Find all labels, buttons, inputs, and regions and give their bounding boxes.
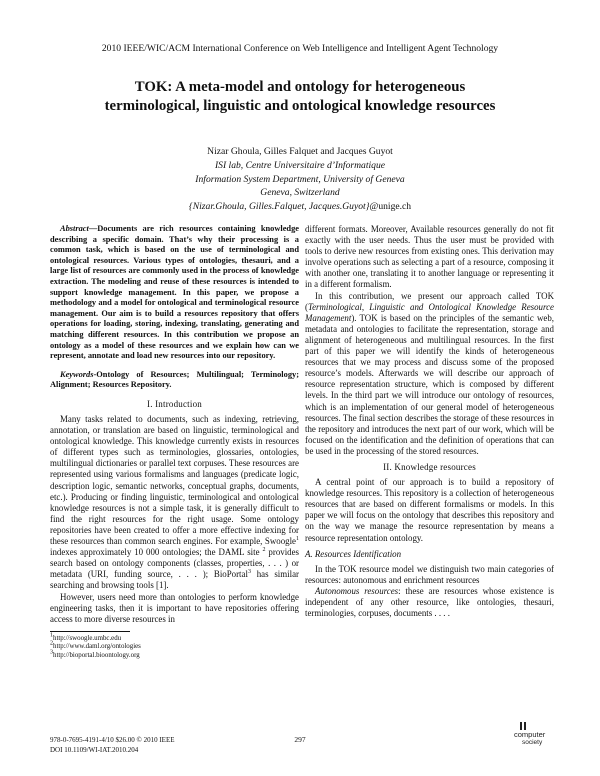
autonomous-resources-term: Autonomous resources [315, 585, 399, 596]
footnote-ref-1: 1 [296, 536, 299, 543]
footnote-1 [50, 632, 299, 644]
footnote-2-number: 2 [50, 640, 53, 647]
emails-domain: @unige.ch [369, 201, 412, 213]
footnote-divider [50, 631, 130, 632]
computer-society-logo [500, 720, 552, 746]
footnote-ref-2: 2 [262, 547, 266, 554]
footer-doi: DOI 10.1109/WI-IAT.2010.204 [50, 746, 139, 754]
logo-text-computer: computer [514, 730, 546, 739]
paper-title [40, 78, 560, 116]
footnote-3-number: 3 [50, 649, 53, 656]
right-paragraph-5 [305, 586, 554, 619]
intro-p1-part-d: has similar searching and browsing tools [1]. [50, 569, 300, 591]
author-names: Nizar Ghoula, Gilles Falquet and Jacques Guyot [207, 146, 393, 157]
author-emails [150, 200, 450, 214]
subsection-heading-resources-identification: A. Resources Identification [305, 548, 402, 559]
conference-header: 2010 IEEE/WIC/ACM International Conference on Web Intelligence and Intelligent Agent Technology [101, 43, 499, 54]
author-department: Information System Department, University of Geneva [195, 173, 405, 185]
right-p5-text: : these are resources whose existence is independent of any other resource, like ontologies, thesauri, terminologies, corpuses, documents . . . . [305, 585, 554, 619]
footnote-2 [50, 640, 299, 652]
right-paragraph-2 [305, 291, 554, 457]
intro-p1-part-a: Many tasks related to documents, such as indexing, retrieving, annotation, or translation are based on linguistic, terminological and ontological knowledge. This knowledge currently exists in resources of different types such as terminologies, glossaries, ontologies, multilingual dictionaries or parallel text corpuses. These resources are represented using various formalisms and languages (predicate logic, description logic, semantic networks, conceptual graphs, documents, etc.). Producing or finding linguistic, terminological and ontological knowledge resources is not a simple task, it is generally difficult to find the right resources for the right usage. Some ontology repositories have been created to offer a more effective indexing for these resources than common search engines. For example, Swoogle [50, 414, 299, 547]
left-column [50, 224, 299, 660]
footnote-3-url[interactable]: http://bioportal.bioontology.org [53, 651, 140, 659]
title-line-1: TOK: A meta-model and ontology for heterogeneous [134, 79, 466, 95]
intro-paragraph-2: However, users need more than ontologies to perform knowledge engineering tasks, then it is important to have repositories offering access to more diverse resources in [50, 591, 299, 624]
intro-paragraph-1 [50, 414, 299, 592]
footnote-3 [50, 649, 299, 661]
footnote-1-number: 1 [50, 632, 53, 639]
footer-isbn: 978-0-7695-4191-4/10 $26.00 © 2010 IEEE [50, 736, 175, 744]
footnote-1-url[interactable]: http://swoogle.umbc.edu [53, 634, 122, 642]
abstract [50, 224, 299, 362]
logo-text-society: society [522, 739, 543, 746]
emails-names: {Nizar.Ghoula, Gilles.Falquet, Jacques.Guyot} [188, 201, 370, 213]
title-line-2: terminological, linguistic and ontological knowledge resources [104, 98, 496, 114]
right-paragraph-4: In the TOK resource model we distinguish two main categories of resources: autonomous and enrichment resources [305, 563, 554, 585]
author-lab: ISI lab, Centre Universitaire d’Informatique [214, 159, 386, 171]
keywords-text: -Ontology of Resources; Multilingual; Terminology; Alignment; Resources Repository. [50, 369, 299, 390]
footnote-ref-3: 3 [247, 569, 251, 576]
tok-expansion: Terminological, Linguistic and Ontological Knowledge Resource Management [305, 301, 554, 323]
keywords-label: Keywords [60, 369, 94, 379]
section-heading-introduction: I. Introduction [147, 398, 202, 409]
right-column [305, 224, 554, 619]
intro-p1-part-c: provides search based on ontology components (classes, properties, . . . ) or metadata (URI, funding source, . . . ); BioPortal [50, 547, 299, 580]
abstract-text: —Documents are rich resources containing knowledge describing a specific domain. That’s why their processing is a common task, which is based on the use of terminological and ontological resources. Various types of ontologies, thesauri, and a large list of resources are commonly used in the process of knowledge extraction. The modeling and reuse of these resources is intended to support knowledge management. In this paper, we propose a methodology and a model for ontological and terminological resource management. Our aim is to build a resources repository that offers operations for loading, storing, indexing, translating, generating and matching different resources. In this contribution we propose an ontology as a model of these resources and we explain how can we represent, annotate and load new resources into our repository. [50, 224, 299, 361]
right-p2-part-b: ). TOK is based on the principles of the semantic web, metadata and ontologies to facilitate the representation, storage and alignment of heterogeneous and multilingual resources. In the first part of this paper we will identify the kinds of heterogeneous resources that we may process and discuss some of the proposed resource’s models. Afterwards we will describe our approach of resource representation structure, which is composed by different levels. In the third part we will introduce our ontology of resources, which is an implementation of our general model of heterogeneous resources. The final section describes the storage of these resources in the repository and introduces the next part of our work, which will be focused on the identification and the definition of operations that can be used in the processing of the stored resources. [305, 312, 554, 456]
intro-p1-part-b: indexes approximately 10 000 ontologies; the DAML site [50, 547, 263, 558]
author-city: Geneva, Switzerland [260, 187, 340, 199]
keywords [50, 370, 299, 391]
right-p2-part-a: In this contribution, we present our approach called TOK ( [305, 290, 554, 312]
abstract-label: Abstract [60, 224, 89, 233]
page-number: 297 [294, 735, 306, 744]
section-heading-knowledge-resources: II. Knowledge resources [383, 461, 476, 472]
right-paragraph-1: different formats. Moreover, Available resources generally do not fit exactly with the user needs. Thus the user must be provided with tools to derive new resources from existing ones. This derivation may involve operations such as selecting a part of a resource, composing it with another one, translating it to another language or representing it in a different formalism. [305, 224, 554, 290]
footnote-2-url[interactable]: http://www.daml.org/ontologies [53, 643, 141, 651]
author-block [150, 145, 450, 214]
right-paragraph-3: A central point of our approach is to build a repository of knowledge resources. This repository is a collection of heterogeneous resources that are based on different formalisms or models. In this paper we will focus on the ontology that describes this repository and on the way we manage the resource representation by means a resource representation ontology. [305, 477, 554, 543]
